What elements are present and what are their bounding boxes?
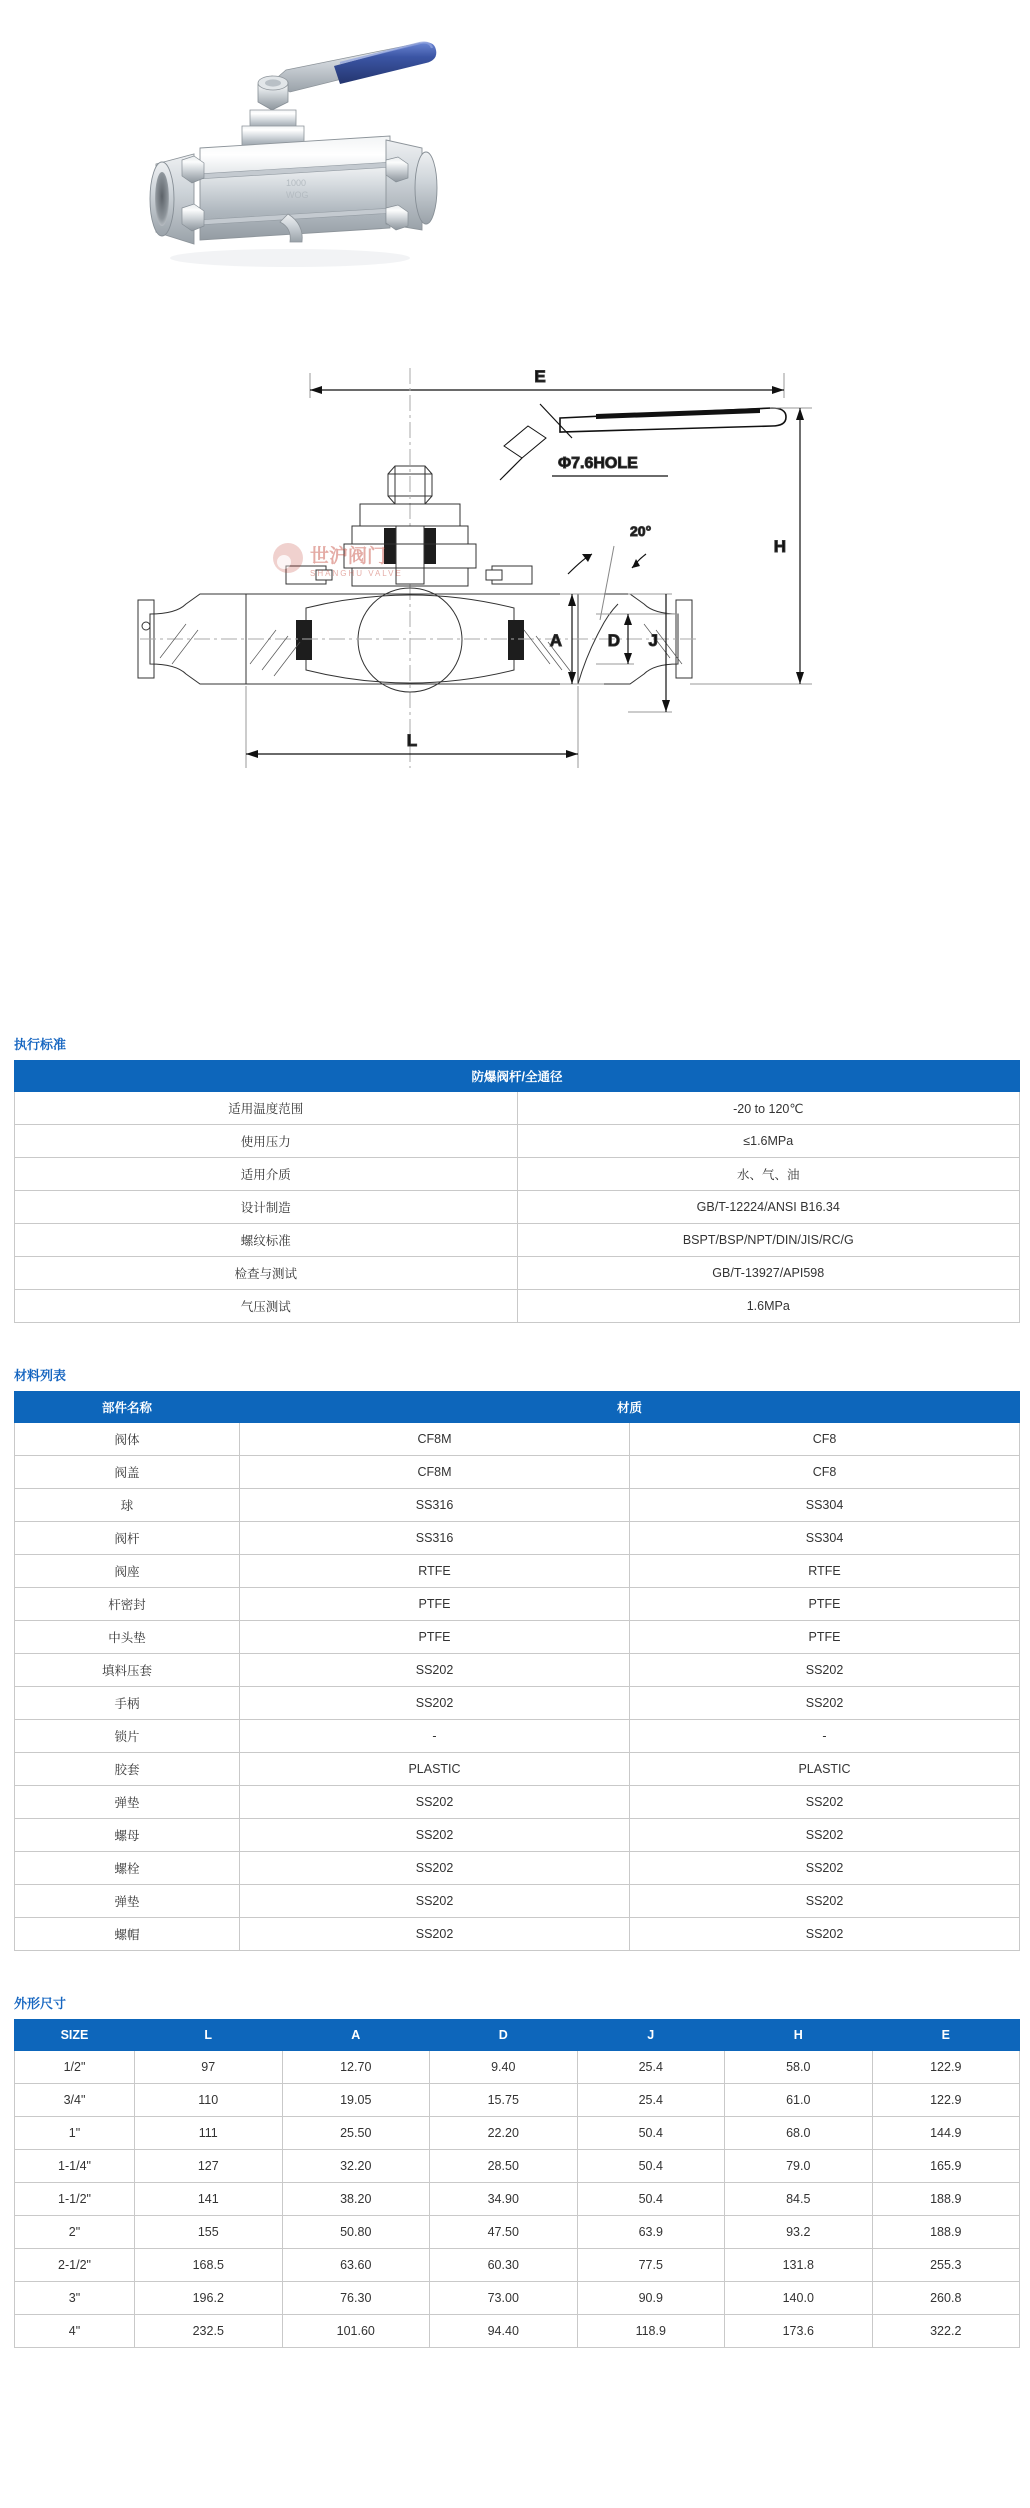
- stem-top: [265, 79, 281, 86]
- body-engraving: 1000: [286, 178, 307, 188]
- dimensions-header-e: E: [872, 2020, 1020, 2051]
- table-row: [15, 2216, 1020, 2249]
- standards-row-value: -20 to 120℃: [517, 1092, 1020, 1125]
- materials-row-part: 弹垫: [15, 1786, 240, 1819]
- materials-header-material: 材质: [240, 1392, 1020, 1423]
- dimensions-header-j: J: [577, 2020, 725, 2051]
- materials-row-part: 中头垫: [15, 1621, 240, 1654]
- standards-row-value: GB/T-13927/API598: [517, 1257, 1020, 1290]
- dimension-label-D: D: [607, 631, 620, 650]
- dimensions-cell-e: 260.8: [872, 2282, 1020, 2315]
- dimensions-cell-l: 141: [135, 2183, 283, 2216]
- dimensions-cell-a: 76.30: [282, 2282, 430, 2315]
- left-bore: [155, 172, 169, 226]
- dimensions-cell-j: 50.4: [577, 2150, 725, 2183]
- dimensions-cell-l: 97: [135, 2051, 283, 2084]
- dimensions-cell-j: 90.9: [577, 2282, 725, 2315]
- materials-row-part: 胶套: [15, 1753, 240, 1786]
- table-row: [15, 1522, 1020, 1555]
- dimensions-cell-a: 63.60: [282, 2249, 430, 2282]
- materials-row-mat1: SS202: [240, 1786, 630, 1819]
- materials-row-mat2: PTFE: [630, 1588, 1020, 1621]
- materials-row-mat1: CF8M: [240, 1456, 630, 1489]
- materials-row-mat1: SS202: [240, 1918, 630, 1951]
- drawing-handle: [500, 404, 786, 480]
- dimensions-cell-h: 173.6: [725, 2315, 873, 2348]
- standards-row-label: 适用温度范围: [15, 1092, 518, 1125]
- dimensions-cell-e: 255.3: [872, 2249, 1020, 2282]
- table-row: [15, 2150, 1020, 2183]
- materials-row-mat1: PLASTIC: [240, 1753, 630, 1786]
- materials-row-mat2: SS202: [630, 1819, 1020, 1852]
- dimensions-cell-d: 47.50: [430, 2216, 578, 2249]
- dimensions-cell-h: 84.5: [725, 2183, 873, 2216]
- dimension-label-A: A: [549, 631, 562, 650]
- table-row: [15, 2249, 1020, 2282]
- standards-row-value: ≤1.6MPa: [517, 1125, 1020, 1158]
- dimensions-cell-a: 12.70: [282, 2051, 430, 2084]
- dimensions-cell-j: 50.4: [577, 2183, 725, 2216]
- standards-header-cell: 防爆阀杆/全通径: [15, 1061, 1020, 1092]
- dimensions-cell-e: 165.9: [872, 2150, 1020, 2183]
- table-row: [15, 1687, 1020, 1720]
- materials-section: [0, 1349, 1030, 1951]
- standards-row-label: 螺纹标准: [15, 1224, 518, 1257]
- table-row: [15, 1489, 1020, 1522]
- standards-row-label: 检查与测试: [15, 1257, 518, 1290]
- table-row: [15, 1224, 1020, 1257]
- materials-row-mat2: SS304: [630, 1522, 1020, 1555]
- dimensions-cell-a: 101.60: [282, 2315, 430, 2348]
- handle-blue-grip: [334, 42, 436, 84]
- materials-row-mat2: -: [630, 1720, 1020, 1753]
- dimensions-header-size: SIZE: [15, 2020, 135, 2051]
- dimensions-cell-h: 61.0: [725, 2084, 873, 2117]
- materials-row-mat2: RTFE: [630, 1555, 1020, 1588]
- valve-product-photo: [90, 18, 470, 348]
- dimensions-cell-e: 322.2: [872, 2315, 1020, 2348]
- dimensions-cell-size: 1-1/2": [15, 2183, 135, 2216]
- materials-row-mat1: SS202: [240, 1687, 630, 1720]
- dimensions-cell-e: 122.9: [872, 2051, 1020, 2084]
- materials-section-title: 材料列表: [14, 1368, 67, 1383]
- table-row: [15, 2117, 1020, 2150]
- materials-row-part: 手柄: [15, 1687, 240, 1720]
- spacer-2: [0, 1951, 1030, 1977]
- dimensions-cell-size: 1/2": [15, 2051, 135, 2084]
- dimensions-header-row: [15, 2020, 1020, 2051]
- materials-row-mat1: RTFE: [240, 1555, 630, 1588]
- dimensions-cell-a: 19.05: [282, 2084, 430, 2117]
- materials-row-part: 阀杆: [15, 1522, 240, 1555]
- dimensions-cell-d: 34.90: [430, 2183, 578, 2216]
- dimension-label-E: E: [534, 368, 546, 386]
- materials-row-mat1: SS202: [240, 1819, 630, 1852]
- standards-row-label: 使用压力: [15, 1125, 518, 1158]
- dimensions-cell-h: 79.0: [725, 2150, 873, 2183]
- materials-row-mat2: SS304: [630, 1489, 1020, 1522]
- table-row: [15, 1158, 1020, 1191]
- dimensions-cell-a: 50.80: [282, 2216, 430, 2249]
- materials-row-part: 填料压套: [15, 1654, 240, 1687]
- materials-row-mat1: SS202: [240, 1885, 630, 1918]
- dimensions-cell-e: 122.9: [872, 2084, 1020, 2117]
- materials-table: [14, 1391, 1020, 1951]
- dimensions-cell-size: 3": [15, 2282, 135, 2315]
- dimensions-cell-d: 28.50: [430, 2150, 578, 2183]
- bottom-spacer: [0, 2348, 1030, 2370]
- materials-row-mat1: PTFE: [240, 1621, 630, 1654]
- table-row: [15, 1852, 1020, 1885]
- dimensions-cell-l: 111: [135, 2117, 283, 2150]
- standards-row-label: 适用介质: [15, 1158, 518, 1191]
- dimensions-header-l: L: [135, 2020, 283, 2051]
- dimensions-cell-l: 110: [135, 2084, 283, 2117]
- dimension-label-J: J: [648, 631, 658, 650]
- materials-row-part: 螺母: [15, 1819, 240, 1852]
- watermark-subtext: SHANGHU VALVE: [310, 569, 403, 578]
- dimension-L: [246, 686, 578, 768]
- dimensions-section-title: 外形尺寸: [14, 1996, 67, 2011]
- table-row: [15, 1885, 1020, 1918]
- dimension-H: [690, 408, 812, 684]
- dimensions-header-a: A: [282, 2020, 430, 2051]
- dimensions-cell-size: 3/4": [15, 2084, 135, 2117]
- materials-row-mat1: SS316: [240, 1489, 630, 1522]
- standards-row-value: 1.6MPa: [517, 1290, 1020, 1323]
- table-row: [15, 1753, 1020, 1786]
- dimensions-cell-size: 1": [15, 2117, 135, 2150]
- dimensions-cell-j: 25.4: [577, 2084, 725, 2117]
- materials-row-part: 阀座: [15, 1555, 240, 1588]
- table-row: [15, 1290, 1020, 1323]
- dimensions-cell-j: 118.9: [577, 2315, 725, 2348]
- dimensions-cell-size: 4": [15, 2315, 135, 2348]
- dimensions-cell-l: 196.2: [135, 2282, 283, 2315]
- table-row: [15, 1423, 1020, 1456]
- technical-drawing-block: [0, 368, 1030, 1018]
- table-row: [15, 2315, 1020, 2348]
- hole-callout-label: Φ7.6HOLE: [558, 455, 638, 472]
- dimensions-cell-l: 127: [135, 2150, 283, 2183]
- dimensions-cell-size: 1-1/4": [15, 2150, 135, 2183]
- materials-row-mat2: SS202: [630, 1918, 1020, 1951]
- table-row: [15, 1092, 1020, 1125]
- table-row: [15, 1720, 1020, 1753]
- angle-indicator: [568, 523, 678, 684]
- dimensions-cell-l: 232.5: [135, 2315, 283, 2348]
- dimension-label-L: L: [406, 731, 418, 750]
- materials-row-mat1: -: [240, 1720, 630, 1753]
- dimensions-cell-d: 73.00: [430, 2282, 578, 2315]
- standards-row-value: 水、气、油: [517, 1158, 1020, 1191]
- materials-row-mat2: SS202: [630, 1687, 1020, 1720]
- table-row: [15, 1621, 1020, 1654]
- photo-shadow: [170, 249, 410, 267]
- table-row: [15, 1819, 1020, 1852]
- dimensions-cell-l: 155: [135, 2216, 283, 2249]
- dimensions-cell-e: 188.9: [872, 2216, 1020, 2249]
- table-row: [15, 1125, 1020, 1158]
- materials-row-part: 阀体: [15, 1423, 240, 1456]
- table-row: [15, 2183, 1020, 2216]
- dimensions-cell-j: 25.4: [577, 2051, 725, 2084]
- dimensions-cell-a: 25.50: [282, 2117, 430, 2150]
- materials-header-part: 部件名称: [15, 1392, 240, 1423]
- materials-row-mat1: SS316: [240, 1522, 630, 1555]
- watermark-text: 世沪阀门: [310, 546, 387, 567]
- materials-row-mat2: SS202: [630, 1654, 1020, 1687]
- materials-row-part: 杆密封: [15, 1588, 240, 1621]
- materials-row-mat2: SS202: [630, 1885, 1020, 1918]
- materials-header-row: [15, 1392, 1020, 1423]
- dimensions-header-h: H: [725, 2020, 873, 2051]
- materials-row-part: 阀盖: [15, 1456, 240, 1489]
- dimensions-cell-d: 15.75: [430, 2084, 578, 2117]
- materials-row-mat2: SS202: [630, 1852, 1020, 1885]
- dimensions-cell-size: 2-1/2": [15, 2249, 135, 2282]
- dimensions-cell-j: 63.9: [577, 2216, 725, 2249]
- spacer-1: [0, 1323, 1030, 1349]
- body-engraving-2: WOG: [286, 190, 309, 200]
- materials-row-part: 锁片: [15, 1720, 240, 1753]
- materials-row-mat1: SS202: [240, 1852, 630, 1885]
- dimensions-cell-h: 140.0: [725, 2282, 873, 2315]
- dimensions-cell-size: 2": [15, 2216, 135, 2249]
- materials-row-mat1: CF8M: [240, 1423, 630, 1456]
- standards-row-label: 设计制造: [15, 1191, 518, 1224]
- standards-row-value: BSPT/BSP/NPT/DIN/JIS/RC/G: [517, 1224, 1020, 1257]
- dimension-E: [310, 368, 784, 398]
- table-row: [15, 1456, 1020, 1489]
- standards-row-value: GB/T-12224/ANSI B16.34: [517, 1191, 1020, 1224]
- table-row: [15, 1786, 1020, 1819]
- dimensions-cell-a: 32.20: [282, 2150, 430, 2183]
- materials-row-mat1: PTFE: [240, 1588, 630, 1621]
- materials-row-mat2: CF8: [630, 1456, 1020, 1489]
- materials-row-part: 螺栓: [15, 1852, 240, 1885]
- table-row: [15, 1654, 1020, 1687]
- materials-row-mat1: SS202: [240, 1654, 630, 1687]
- product-photo-block: [0, 0, 1030, 368]
- dimensions-cell-h: 68.0: [725, 2117, 873, 2150]
- table-row: [15, 1555, 1020, 1588]
- dimensions-table: [14, 2019, 1020, 2348]
- right-clamp-flange: [415, 152, 437, 224]
- materials-row-mat2: PLASTIC: [630, 1753, 1020, 1786]
- dimensions-cell-a: 38.20: [282, 2183, 430, 2216]
- dimensions-cell-d: 94.40: [430, 2315, 578, 2348]
- standards-section: [0, 1018, 1030, 1323]
- standards-table: [14, 1060, 1020, 1323]
- dimensions-cell-e: 144.9: [872, 2117, 1020, 2150]
- dimension-label-H: H: [773, 537, 786, 556]
- table-row: [15, 1918, 1020, 1951]
- dimension-J: [628, 594, 672, 712]
- standards-header-row: [15, 1061, 1020, 1092]
- materials-row-mat2: SS202: [630, 1786, 1020, 1819]
- dimensions-cell-e: 188.9: [872, 2183, 1020, 2216]
- dimensions-cell-j: 77.5: [577, 2249, 725, 2282]
- materials-row-mat2: PTFE: [630, 1621, 1020, 1654]
- dimensions-cell-h: 93.2: [725, 2216, 873, 2249]
- dimensions-cell-h: 131.8: [725, 2249, 873, 2282]
- angle-label: 20°: [630, 523, 652, 539]
- materials-row-part: 球: [15, 1489, 240, 1522]
- valve-dimension-drawing: [0, 368, 1030, 1018]
- watermark: [273, 543, 403, 578]
- dimensions-cell-d: 60.30: [430, 2249, 578, 2282]
- table-row: [15, 2051, 1020, 2084]
- table-row: [15, 2084, 1020, 2117]
- dimensions-cell-d: 22.20: [430, 2117, 578, 2150]
- materials-row-part: 螺帽: [15, 1918, 240, 1951]
- dimensions-cell-h: 58.0: [725, 2051, 873, 2084]
- dimensions-header-d: D: [430, 2020, 578, 2051]
- table-row: [15, 1191, 1020, 1224]
- section-hatching: [160, 624, 682, 676]
- dimensions-cell-d: 9.40: [430, 2051, 578, 2084]
- materials-row-mat2: CF8: [630, 1423, 1020, 1456]
- dimensions-cell-j: 50.4: [577, 2117, 725, 2150]
- standards-row-label: 气压测试: [15, 1290, 518, 1323]
- materials-row-part: 弹垫: [15, 1885, 240, 1918]
- table-row: [15, 1257, 1020, 1290]
- table-row: [15, 1588, 1020, 1621]
- table-row: [15, 2282, 1020, 2315]
- dimensions-cell-l: 168.5: [135, 2249, 283, 2282]
- dimensions-section: [0, 1977, 1030, 2348]
- standards-section-title: 执行标准: [14, 1037, 67, 1052]
